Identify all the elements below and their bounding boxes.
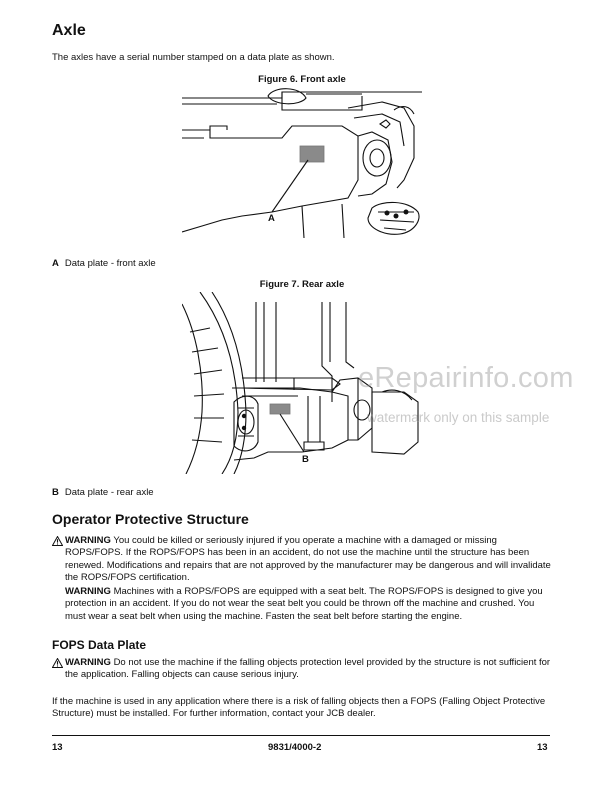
ops-warning-1-text: You could be killed or seriously injured if you operate a machine with a damaged or missing ROPS/FOPS. If the ROPS/FOPS has been in an accident, do not use the machine until the structure has been renewed. Modifications and repairs that are not approved by the manufacturer may be dangerous and will invalidate the ROPS/FOPS certification. [65, 535, 551, 583]
fops-warning [52, 657, 552, 682]
footer-doc-number: 9831/4000-2 [268, 742, 322, 753]
ops-warning-1-label: WARNING [65, 535, 111, 546]
figure-6-caption: Figure 6. Front axle [258, 74, 346, 85]
footer-page-right: 13 [537, 742, 548, 753]
section-title: Axle [52, 22, 86, 39]
legend-rear-axle [52, 487, 154, 498]
callout-a: A [268, 213, 275, 224]
legend-text-b: Data plate - rear axle [64, 487, 154, 498]
fops-section-title: FOPS Data Plate [52, 638, 147, 652]
watermark-site: eRepairinfo.com [358, 362, 574, 394]
ops-warning-2 [65, 586, 552, 623]
figure-7-caption: Figure 7. Rear axle [259, 279, 345, 290]
footer-divider [52, 735, 550, 736]
legend-key-b: B [52, 487, 59, 498]
watermark-note: watermark only on this sample [367, 410, 550, 425]
legend-front-axle [52, 258, 156, 269]
callout-b: B [302, 454, 309, 465]
warning-triangle-icon [52, 536, 63, 546]
fops-warning-label: WARNING [65, 657, 111, 668]
warning-triangle-icon [52, 658, 63, 668]
front-axle-illustration [182, 88, 422, 248]
legend-text-a: Data plate - front axle [64, 258, 156, 269]
ops-warning-1 [52, 535, 552, 584]
section-intro: The axles have a serial number stamped on a data plate as shown. [52, 52, 335, 63]
legend-key-a: A [52, 258, 59, 269]
ops-warning-2-label: WARNING [65, 586, 111, 597]
ops-section-title: Operator Protective Structure [52, 511, 249, 527]
ops-warning-2-text: Machines with a ROPS/FOPS are equipped with a seat belt. The ROPS/FOPS is designed to give you protection in an accident. If you do not wear the seat belt you could be thrown off the machine and crushed. You must wear a seat belt when using the machine. Fasten the seat belt before starting the engine. [65, 586, 543, 622]
fops-paragraph: If the machine is used in any application where there is a risk of falling objects then a FOPS (Falling Object Protective Structure) must be installed. For further information, contact your JCB dealer. [52, 696, 546, 720]
fops-warning-text: Do not use the machine if the falling objects protection level provided by the structure is not sufficient for the application. Falling objects can cause serious injury. [65, 657, 551, 681]
footer-page-left: 13 [52, 742, 63, 753]
